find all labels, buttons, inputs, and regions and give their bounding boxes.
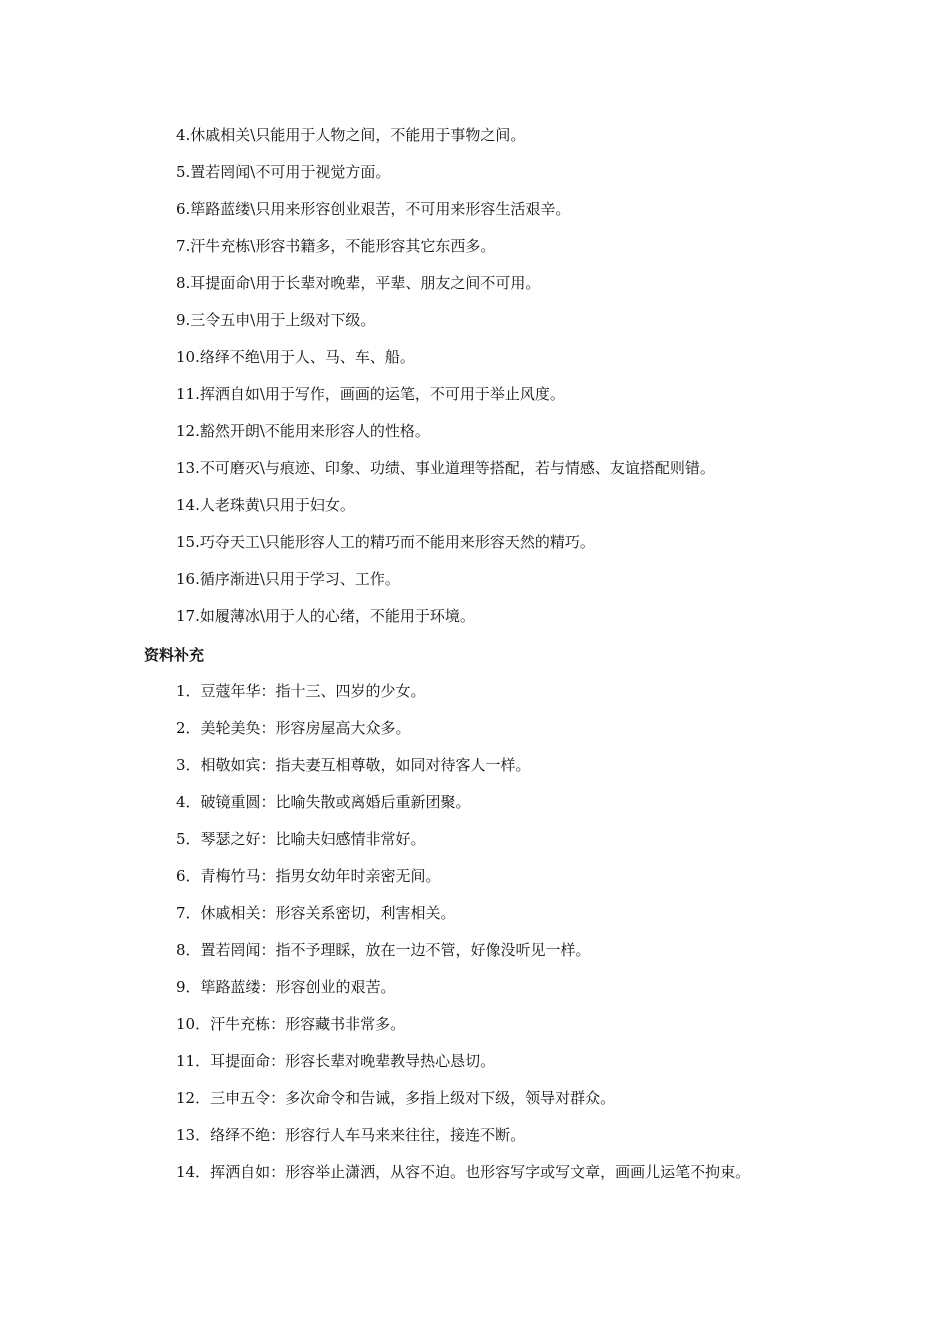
supplement-item: 12．三申五令：多次命令和告诫，多指上级对下级，领导对群众。 — [176, 1089, 616, 1107]
usage-note-item: 9.三令五申\用于上级对下级。 — [176, 311, 376, 329]
usage-note-item: 13.不可磨灭\与痕迹、印象、功绩、事业道理等搭配，若与情感、友谊搭配则错。 — [176, 459, 715, 477]
supplement-item: 10．汗牛充栋：形容藏书非常多。 — [176, 1015, 406, 1033]
supplement-item: 4．破镜重圆：比喻失散或离婚后重新团聚。 — [176, 793, 471, 811]
supplement-item: 13．络绎不绝：形容行人车马来来往往，接连不断。 — [176, 1126, 526, 1144]
supplement-item: 9．筚路蓝缕：形容创业的艰苦。 — [176, 978, 396, 996]
supplement-item: 8．置若罔闻：指不予理睬，放在一边不管，好像没听见一样。 — [176, 941, 591, 959]
usage-note-item: 8.耳提面命\用于长辈对晚辈，平辈、朋友之间不可用。 — [176, 274, 541, 292]
supplement-item: 2．美轮美奂：形容房屋高大众多。 — [176, 719, 411, 737]
supplement-item: 5．琴瑟之好：比喻夫妇感情非常好。 — [176, 830, 426, 848]
usage-note-item: 12.豁然开朗\不能用来形容人的性格。 — [176, 422, 430, 440]
supplement-list — [0, 680, 950, 1198]
usage-note-item: 17.如履薄冰\用于人的心绪，不能用于环境。 — [176, 607, 475, 625]
usage-note-item: 15.巧夺天工\只能形容人工的精巧而不能用来形容天然的精巧。 — [176, 533, 595, 551]
section-heading: 资料补充 — [144, 646, 205, 664]
usage-note-item: 10.络绎不绝\用于人、马、车、船。 — [176, 348, 415, 366]
supplement-item: 11．耳提面命：形容长辈对晚辈教导热心恳切。 — [176, 1052, 496, 1070]
usage-note-item: 4.休戚相关\只能用于人物之间，不能用于事物之间。 — [176, 126, 526, 144]
usage-note-item: 6.筚路蓝缕\只用来形容创业艰苦，不可用来形容生活艰辛。 — [176, 200, 571, 218]
supplement-item: 3．相敬如宾：指夫妻互相尊敬，如同对待客人一样。 — [176, 756, 531, 774]
usage-notes-list — [0, 124, 950, 642]
usage-note-item: 14.人老珠黄\只用于妇女。 — [176, 496, 355, 514]
supplement-item: 1．豆蔻年华：指十三、四岁的少女。 — [176, 682, 426, 700]
usage-note-item: 7.汗牛充栋\形容书籍多，不能形容其它东西多。 — [176, 237, 496, 255]
usage-note-item: 5.置若罔闻\不可用于视觉方面。 — [176, 163, 391, 181]
usage-note-item: 16.循序渐进\只用于学习、工作。 — [176, 570, 400, 588]
supplement-item: 14．挥洒自如：形容举止潇洒，从容不迫。也形容写字或写文章，画画儿运笔不拘束。 — [176, 1163, 751, 1181]
usage-note-item: 11.挥洒自如\用于写作，画画的运笔，不可用于举止风度。 — [176, 385, 565, 403]
supplement-item: 6．青梅竹马：指男女幼年时亲密无间。 — [176, 867, 441, 885]
supplement-item: 7．休戚相关：形容关系密切，利害相关。 — [176, 904, 456, 922]
